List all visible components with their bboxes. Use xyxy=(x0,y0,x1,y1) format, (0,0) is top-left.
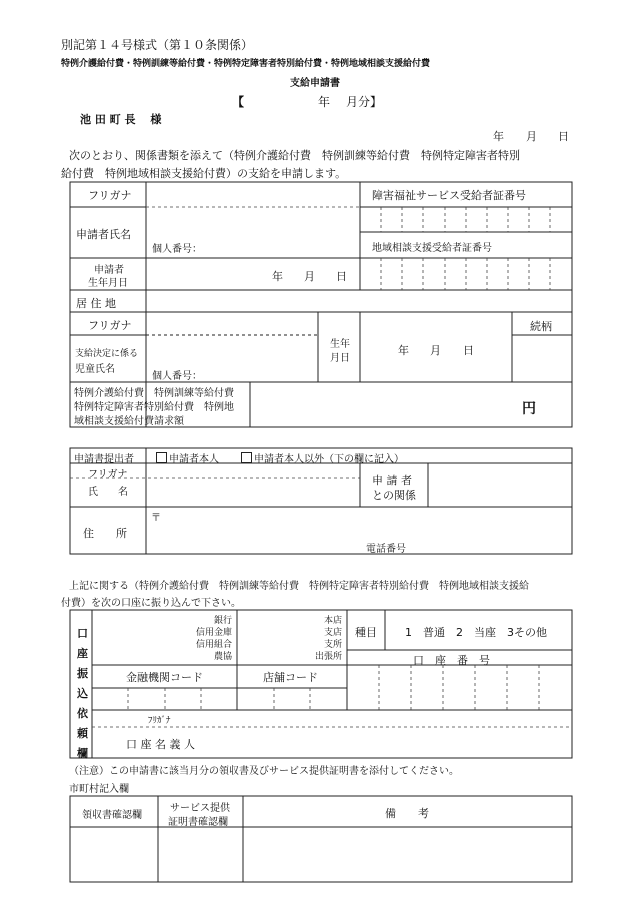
submitter-label: 申請書提出者 xyxy=(74,454,134,465)
caution-note: （注意）この申請書に該当月分の領収書及びサービス提供証明書を添付してください。 xyxy=(69,766,459,777)
intro-text-line2: 給付費 特例地域相談支援給付費）の支給を申請します。 xyxy=(61,167,347,180)
dob-day: 日 xyxy=(336,270,347,283)
addressee: 池 田 町 長 様 xyxy=(80,113,162,126)
side-label-char-7: 欄 xyxy=(77,747,88,760)
checkbox-other[interactable] xyxy=(241,452,252,463)
period-open-bracket: 【 xyxy=(232,95,245,109)
applicant-personal-number-label: 個人番号： xyxy=(152,244,202,255)
dob-month: 月 xyxy=(304,270,315,283)
furigana-label: フリガナ xyxy=(88,189,132,202)
bank-type-bank: 銀行 xyxy=(214,616,233,626)
child-name-label-1: 支給決定に係る xyxy=(75,349,139,359)
option-applicant-other[interactable]: 申請者本人以外（下の欄に記入） xyxy=(241,450,404,465)
account-type-options: 1 普通 2 当座 3その他 xyxy=(405,626,547,639)
side-label-char-6: 頼 xyxy=(77,727,88,740)
transfer-text-line1: 上記に関する（特例介護給付費 特例訓練等給付費 特例特定障害者特別給付費 特例地域相談支援給 xyxy=(69,581,529,592)
form-subtitle: 支給申請書 xyxy=(290,78,340,89)
remarks-header: 備 考 xyxy=(385,807,429,820)
submitter-name-label: 氏 名 xyxy=(88,487,128,498)
period-year: 年 xyxy=(318,95,331,109)
form-number: 別記第１４号様式（第１０条関係） xyxy=(61,38,254,52)
relationship-header: 続柄 xyxy=(530,320,552,333)
child-dob-month: 月 xyxy=(430,344,441,357)
applicant-name-label: 申請者氏名 xyxy=(76,228,131,241)
date-day: 日 xyxy=(558,130,569,143)
service-check-header-1: サービス提供 xyxy=(170,803,230,814)
bank-type-shinkumi: 信用組合 xyxy=(196,640,233,650)
side-label-char-4: 込 xyxy=(77,687,88,700)
yen-unit: 円 xyxy=(522,401,536,417)
child-dob-day: 日 xyxy=(463,344,474,357)
bank-type-nokyo: 農協 xyxy=(214,652,233,662)
claim-amount-label-1: 特例介護給付費 特例訓練等給付費 xyxy=(74,388,234,399)
child-name-label-2: 児童氏名 xyxy=(75,364,115,375)
branch-type-branch: 支店 xyxy=(324,628,343,638)
side-label-char-5: 依 xyxy=(77,707,88,720)
bank-type-shinkin: 信用金庫 xyxy=(196,628,233,638)
date-month: 月 xyxy=(526,130,537,143)
relation-label-2: との関係 xyxy=(372,489,416,502)
relation-label-1: 申 請 者 xyxy=(372,474,412,487)
child-personal-number-label: 個人番号： xyxy=(152,371,202,382)
claim-amount-label-2: 特例特定障害者特別給付費 特例地 xyxy=(74,402,234,413)
account-holder-label: 口 座 名 義 人 xyxy=(126,738,195,751)
side-label-char-2: 座 xyxy=(77,647,88,660)
dob-year: 年 xyxy=(272,270,283,283)
postal-mark: 〒 xyxy=(151,513,161,524)
dob-label-2: 生年月日 xyxy=(88,278,128,289)
service-check-header-2: 証明書確認欄 xyxy=(168,817,228,828)
branch-type-head: 本店 xyxy=(324,616,343,626)
intro-text-line1: 次のとおり、関係書類を添えて（特例介護給付費 特例訓練等給付費 特例特定障害者特別 xyxy=(69,149,520,162)
child-dob-label-1: 生年 xyxy=(330,339,350,350)
municipal-entry-label: 市町村記入欄 xyxy=(69,784,129,795)
service-cert-number-header: 障害福祉サービス受給者証番号 xyxy=(372,189,526,202)
office-table-border xyxy=(70,796,572,882)
option-applicant-self[interactable]: 申請者本人 xyxy=(156,450,219,465)
side-label-char-3: 振 xyxy=(77,667,88,680)
checkbox-self[interactable] xyxy=(156,452,167,463)
community-cert-number-header: 地域相談支援受給者証番号 xyxy=(372,243,492,254)
period-month: 月分】 xyxy=(346,95,383,109)
branch-code-label: 店舗コード xyxy=(263,671,318,684)
side-label-char-1: 口 xyxy=(77,627,88,640)
branch-type-sub: 出張所 xyxy=(315,652,343,662)
branch-type-office: 支所 xyxy=(324,640,343,650)
child-furigana-label: フリガナ xyxy=(88,319,132,332)
receipt-check-header: 領収書確認欄 xyxy=(82,810,142,821)
dob-label-1: 申請者 xyxy=(94,265,124,276)
child-dob-year: 年 xyxy=(398,344,409,357)
account-number-label: 口 座 番 号 xyxy=(413,654,490,667)
submitter-address-label: 住 所 xyxy=(83,527,127,540)
submitter-furigana-label: フリガナ xyxy=(88,469,128,480)
phone-number-label: 電話番号 xyxy=(366,544,406,555)
residence-label: 居 住 地 xyxy=(76,297,116,310)
claim-amount-label-3: 域相談支援給付費請求額 xyxy=(74,416,184,427)
transfer-text-line2: 付費）を次の口座に振り込んで下さい。 xyxy=(61,598,241,609)
date-year: 年 xyxy=(493,130,504,143)
holder-furigana-label: ﾌﾘｶﾞﾅ xyxy=(148,716,171,726)
form-title: 特例介護給付費・特例訓練等給付費・特例特定障害者特別給付費・特例地域相談支援給付費 xyxy=(61,59,431,69)
bank-code-label: 金融機関コード xyxy=(126,671,203,684)
account-type-label: 種目 xyxy=(355,626,377,639)
child-dob-label-2: 月日 xyxy=(330,353,350,364)
